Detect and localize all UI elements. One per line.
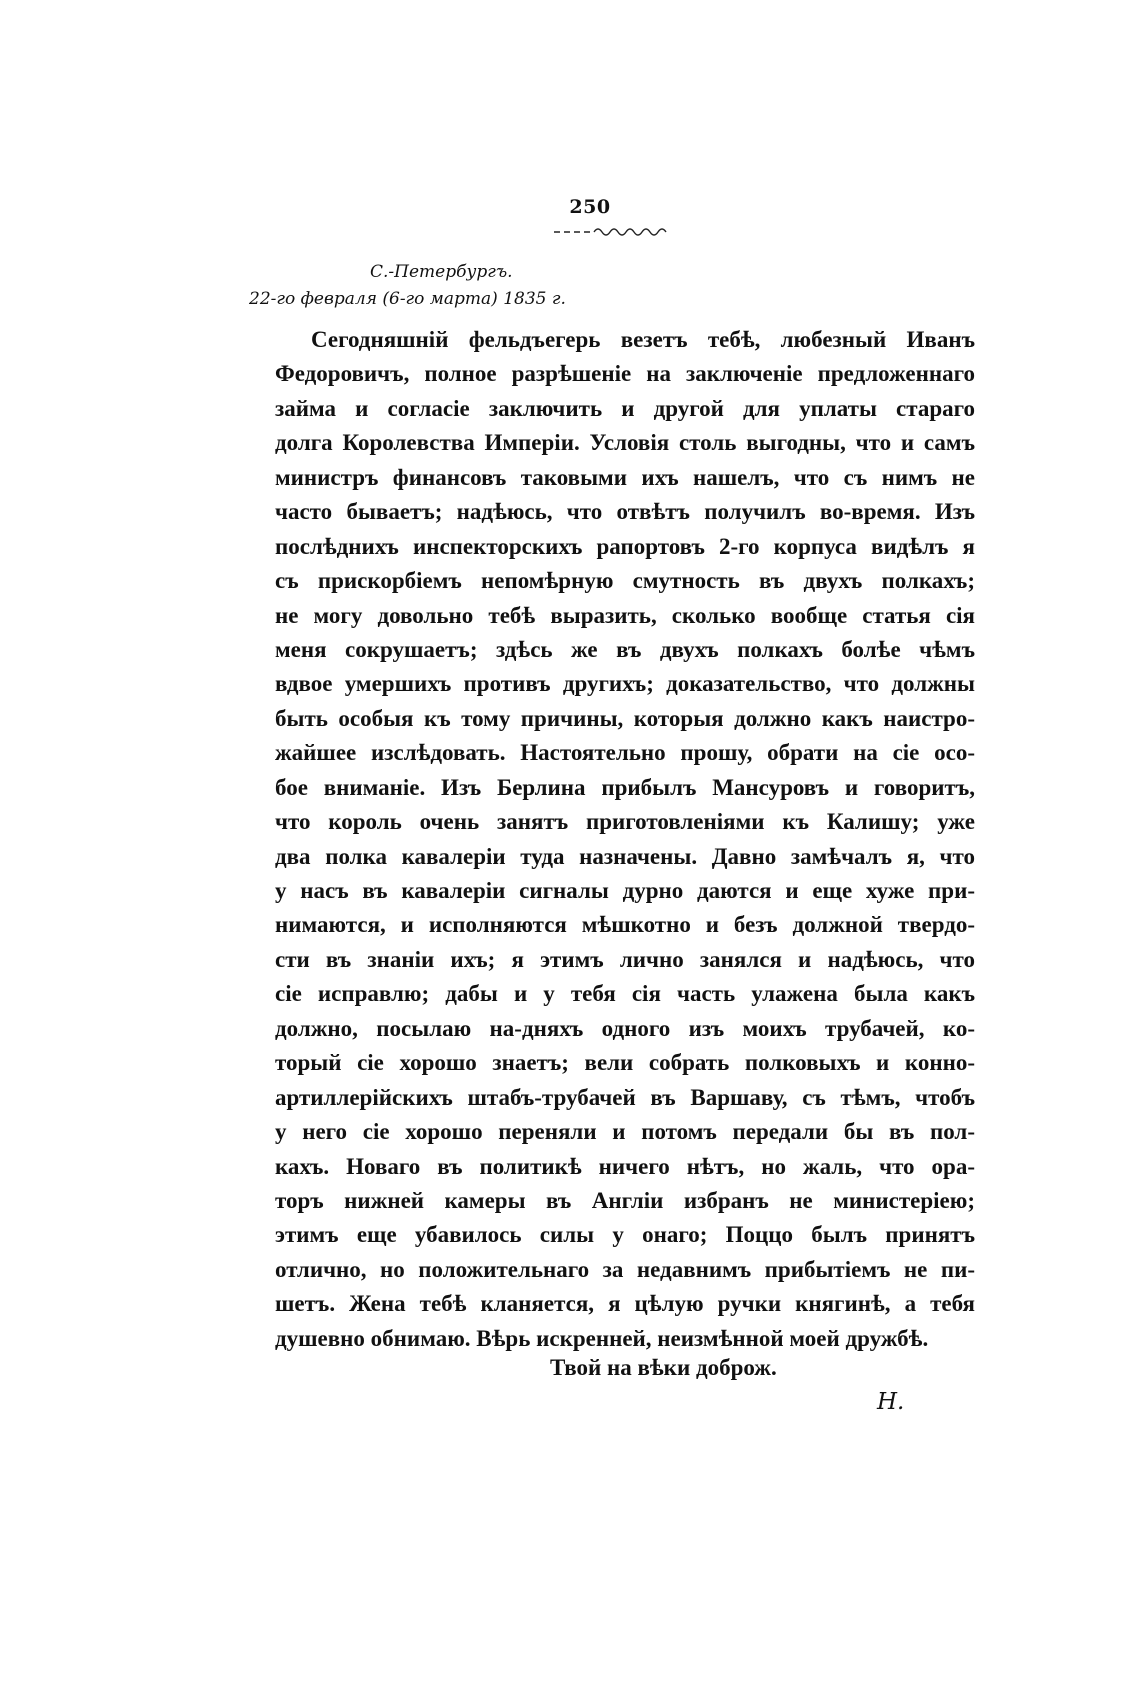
letter-line: съ прискорбіемъ непомѣрную смутность въ двухъ полкахъ; (275, 568, 975, 594)
letter-line: вдвое умершихъ противъ другихъ; доказательство, что должны (275, 671, 975, 697)
letter-line: не могу довольно тебѣ выразить, сколько вообще статья сія (275, 602, 975, 628)
letter-line: два полка кавалеріи туда назначены. Давно замѣчалъ я, что (275, 843, 975, 869)
letter-line: быть особыя къ тому причины, которыя должно какъ наистро- (275, 705, 975, 731)
letter-body (275, 323, 975, 1356)
letter-line: отлично, но положительнаго за недавнимъ прибытіемъ не пи- (275, 1256, 975, 1282)
letter-line: меня сокрушаетъ; здѣсь же въ двухъ полкахъ болѣе чѣмъ (275, 636, 975, 662)
letter-line: кахъ. Новаго въ политикѣ ничего нѣтъ, но жаль, что ора- (275, 1153, 975, 1179)
letter-line: у него сіе хорошо переняли и потомъ передали бы въ пол- (275, 1119, 975, 1145)
letter-line: торый сіе хорошо знаетъ; вели собрать полковыхъ и конно- (275, 1050, 975, 1076)
letter-line: займа и согласіе заключить и другой для уплаты стараго (275, 395, 975, 421)
page-number: 250 (569, 196, 611, 218)
letter-line: сти въ знаніи ихъ; я этимъ лично занялся и надѣюсь, что (275, 946, 975, 972)
letter-line: что король очень занятъ приготовленіями къ Калишу; уже (275, 809, 975, 835)
letter-signature: Н. (877, 1389, 905, 1415)
letter-line: должно, посылаю на-дняхъ одного изъ моихъ трубачей, ко- (275, 1015, 975, 1041)
letter-line: Федоровичъ, полное разрѣшеніе на заключеніе предложеннаго (275, 361, 975, 387)
letter-line: бое вниманіе. Изъ Берлина прибылъ Мансуровъ и говоритъ, (275, 774, 975, 800)
letter-line: у насъ въ кавалеріи сигналы дурно даются и еще хуже при- (275, 878, 975, 903)
letter-line: сіе исправлю; дабы и у тебя сія часть улажена была какъ (275, 981, 975, 1007)
letter-line: нимаются, и исполняются мѣшкотно и безъ должной твердо- (275, 912, 975, 938)
letter-place: С.-Петербургъ. (370, 262, 513, 282)
letter-line: этимъ еще убавилось силы у онаго; Поццо былъ принятъ (275, 1222, 975, 1248)
letter-line: министръ финансовъ таковыми ихъ нашелъ, что съ нимъ не (275, 464, 975, 490)
letter-line: часто бываетъ; надѣюсь, что отвѣтъ получилъ во-время. Изъ (275, 499, 975, 525)
letter-line: долга Королевства Имперіи. Условія столь выгодны, что и самъ (275, 430, 975, 456)
wavy-rule-ornament (554, 222, 674, 236)
letter-line: послѣднихъ инспекторскихъ рапортовъ 2-го корпуса видѣлъ я (275, 533, 975, 559)
letter-line: шетъ. Жена тебѣ кланяется, я цѣлую ручки княгинѣ, а тебя (275, 1291, 975, 1317)
letter-closing: Твой на вѣки доброж. (550, 1355, 777, 1380)
letter-line: артиллерійскихъ штабъ-трубачей въ Варшаву, съ тѣмъ, чтобъ (275, 1084, 975, 1110)
letter-line: торъ нижней камеры въ Англіи избранъ не министеріею; (275, 1187, 975, 1213)
letter-line: Сегодняшній фельдъегерь везетъ тебѣ, любезный Иванъ (311, 327, 975, 352)
letter-line: жайшее изслѣдовать. Настоятельно прошу, обрати на сіе осо- (275, 740, 975, 766)
letter-line: душевно обнимаю. Вѣрь искренней, неизмѣнной моей дружбѣ. (275, 1325, 929, 1351)
letter-date: 22-го февраля (6-го марта) 1835 г. (249, 289, 566, 309)
